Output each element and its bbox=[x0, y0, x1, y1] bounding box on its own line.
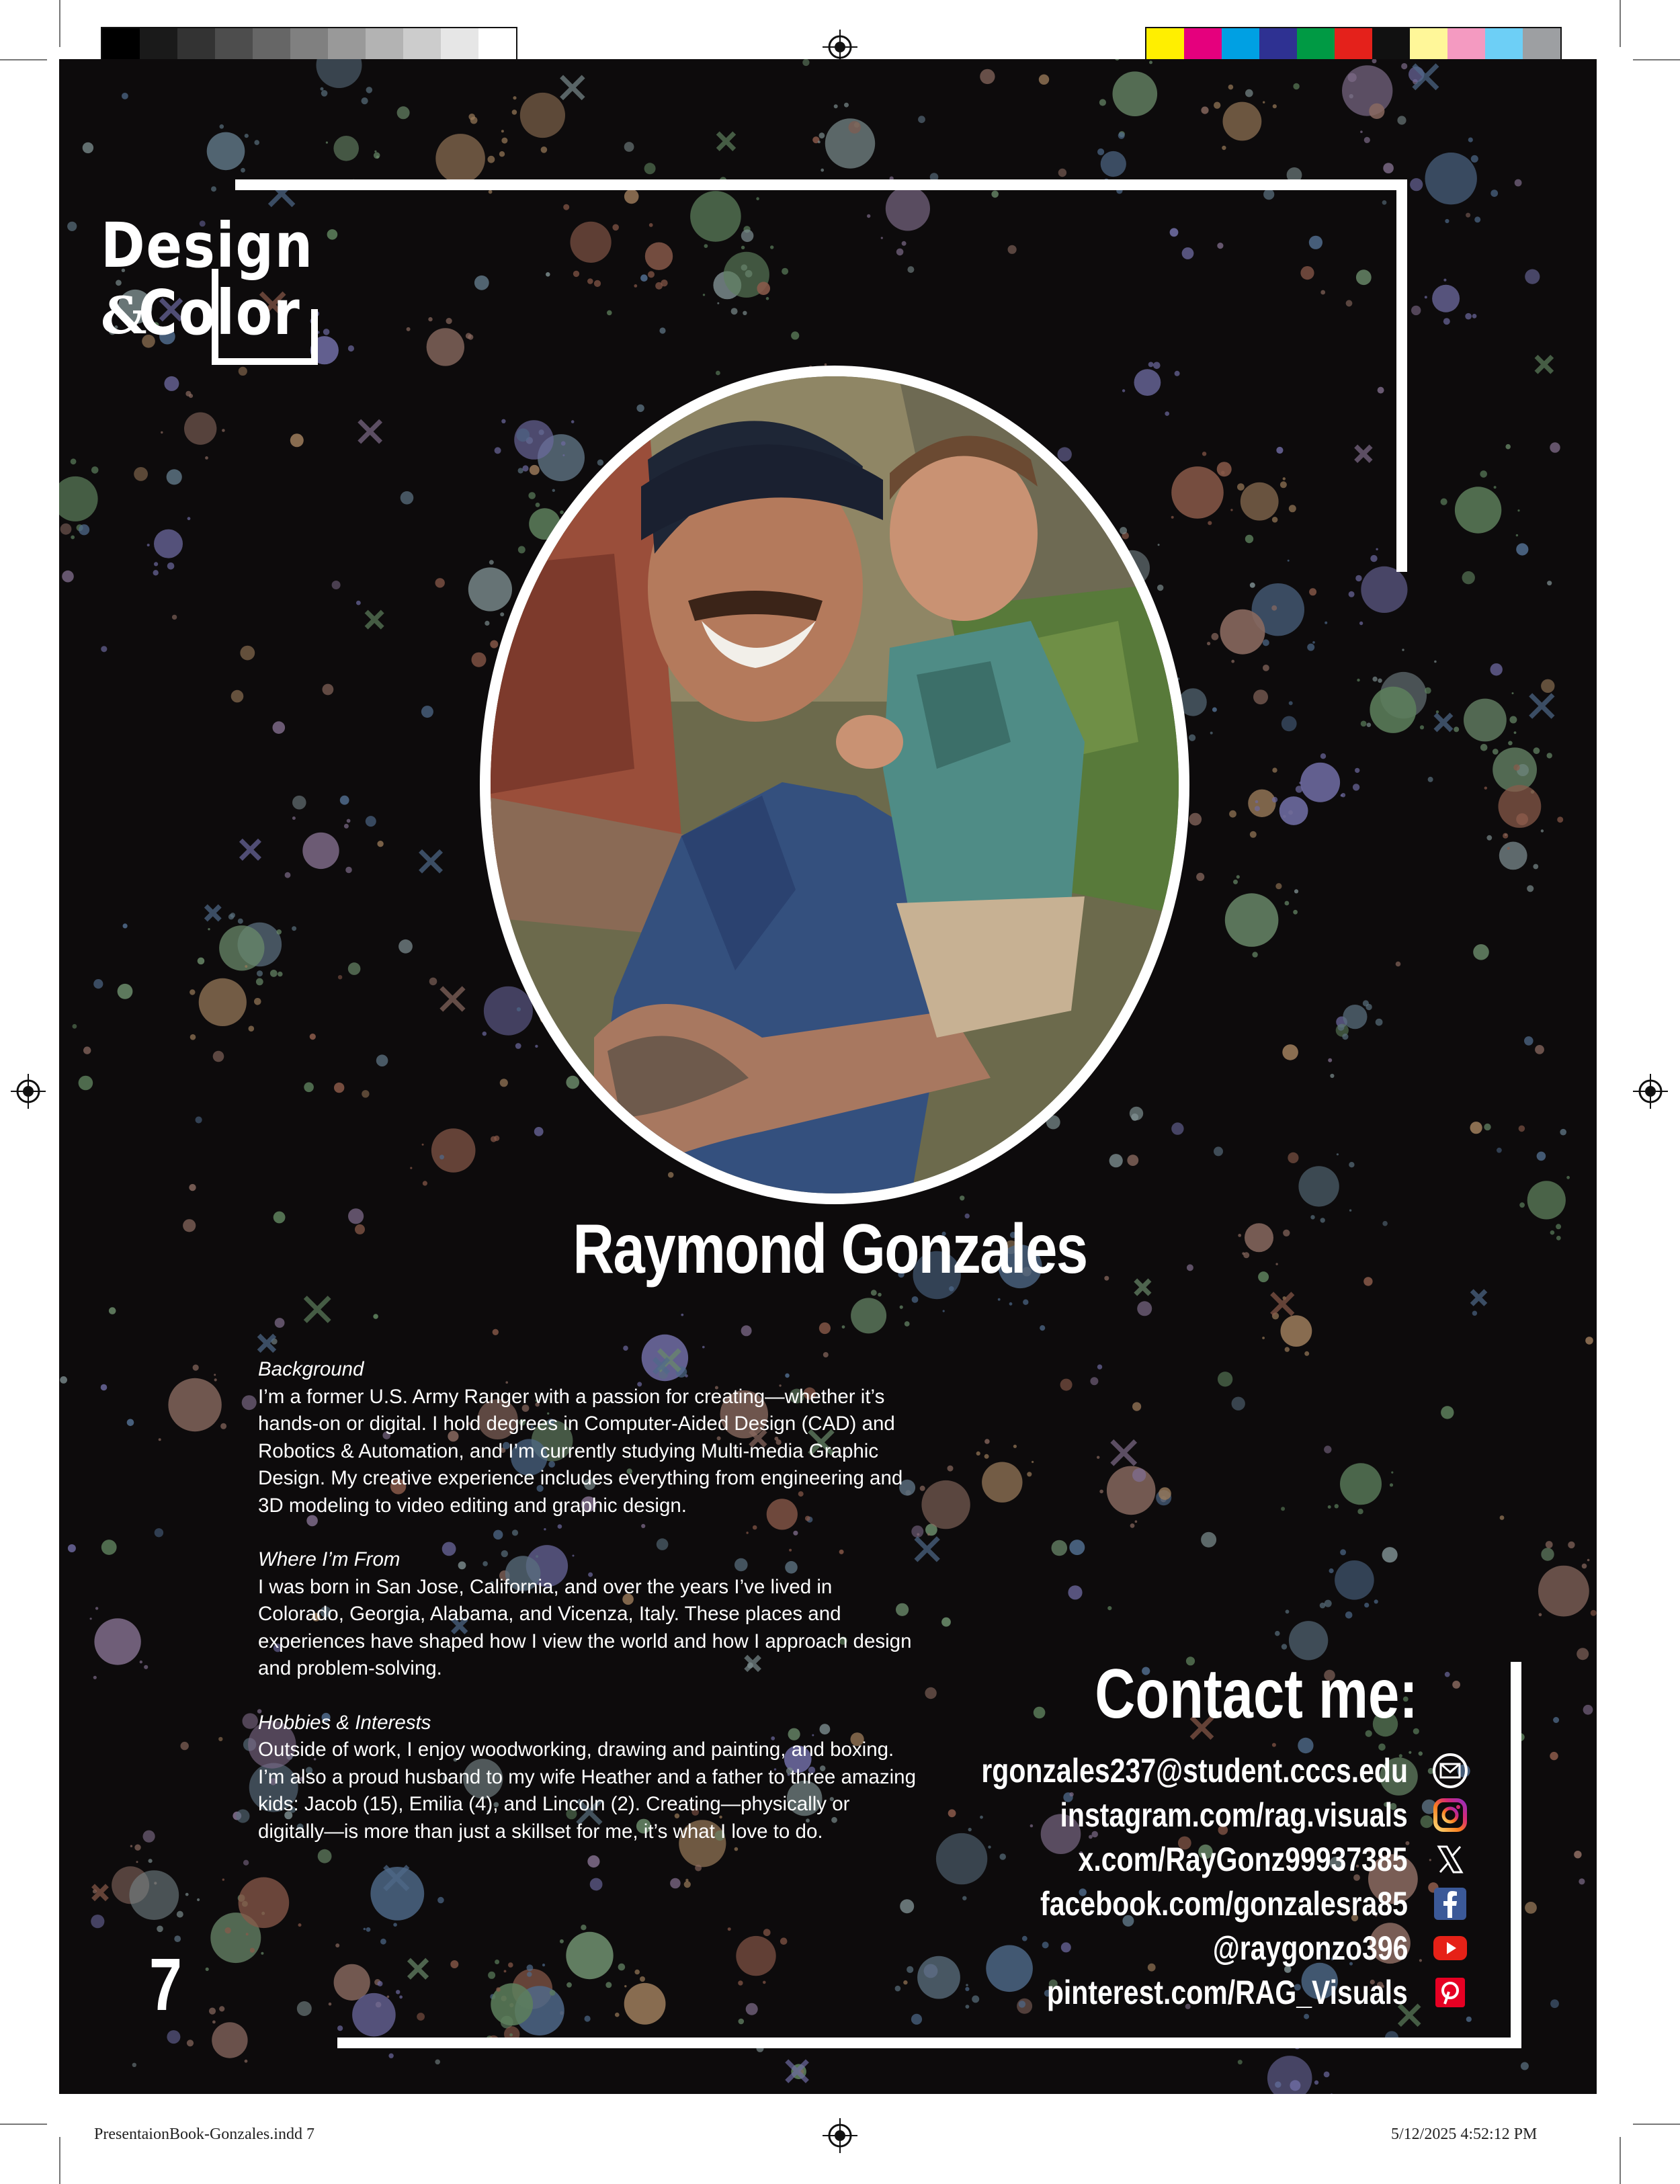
trim-mark bbox=[1633, 59, 1680, 60]
x-icon bbox=[1432, 1841, 1468, 1878]
bio-heading-background: Background bbox=[258, 1358, 364, 1380]
logo-line-2: Color bbox=[138, 277, 301, 349]
contact-pinterest[interactable]: pinterest.com/RAG_Visuals bbox=[1047, 1974, 1408, 2011]
trim-mark bbox=[0, 2124, 47, 2125]
bio-text-hobbies: Outside of work, I enjoy woodworking, drawing and painting, and boxing. I’m also a proud husband to my wife Heather and a father to three amazing kids: Jacob (15), Emilia (4), and Lincoln (2). Creating—physically or digitally—is more than just a skillset for me, it’s what I love to do. bbox=[258, 1738, 916, 1843]
contact-instagram[interactable]: instagram.com/rag.visuals bbox=[1060, 1796, 1408, 1834]
contact-title: Contact me: bbox=[1095, 1655, 1418, 1733]
trim-mark bbox=[59, 2137, 60, 2184]
pinterest-icon bbox=[1432, 1974, 1468, 2011]
email-icon bbox=[1432, 1753, 1468, 1789]
youtube-icon bbox=[1432, 1930, 1468, 1966]
registration-mark-icon bbox=[823, 2118, 857, 2153]
bio-section bbox=[258, 1356, 917, 1872]
trim-mark bbox=[59, 0, 60, 47]
profile-name: Raymond Gonzales bbox=[573, 1210, 1087, 1288]
logo-line-1: Design bbox=[101, 210, 314, 282]
bio-text-background: I’m a former U.S. Army Ranger with a passion for creating—whether it’s hands-on or digital. I hold degrees in Computer-Aided Design (CAD) and Robotics & Automation, and I’m currently studying Multi-media Graphic Design. My creative experience includes everything from engineering and 3D modeling to video editing and graphic design. bbox=[258, 1385, 903, 1517]
instagram-icon bbox=[1432, 1797, 1468, 1833]
design-color-logo bbox=[101, 210, 323, 370]
page-number: 7 bbox=[149, 1943, 182, 2026]
trim-mark bbox=[0, 59, 47, 60]
facebook-icon bbox=[1432, 1886, 1468, 1922]
bio-heading-where-from: Where I’m From bbox=[258, 1548, 401, 1570]
footer-timestamp: 5/12/2025 4:52:12 PM bbox=[1391, 2126, 1538, 2143]
trim-mark bbox=[1633, 2124, 1680, 2125]
contact-youtube[interactable]: @raygonzo396 bbox=[1212, 1929, 1408, 1967]
registration-mark-icon bbox=[11, 1074, 46, 1109]
footer-filename: PresentaionBook-Gonzales.indd 7 bbox=[94, 2126, 314, 2143]
contact-email[interactable]: rgonzales237@student.cccs.edu bbox=[981, 1752, 1408, 1790]
trim-mark bbox=[1620, 0, 1621, 47]
trim-mark bbox=[1620, 2137, 1621, 2184]
contact-facebook[interactable]: facebook.com/gonzalesra85 bbox=[1040, 1885, 1408, 1923]
logo-ampersand: & bbox=[101, 286, 147, 345]
profile-photo bbox=[480, 366, 1189, 1204]
bio-text-where-from: I was born in San Jose, California, and over the years I’ve lived in Colorado, Georgia, Alabama, and Vicenza, Italy. These places and experiences have shaped how I view the world and how I approach design and problem-solving. bbox=[258, 1575, 912, 1679]
registration-mark-icon bbox=[1633, 1074, 1668, 1109]
contact-x[interactable]: x.com/RayGonz99937385 bbox=[1078, 1841, 1408, 1878]
bio-heading-hobbies: Hobbies & Interests bbox=[258, 1711, 431, 1734]
